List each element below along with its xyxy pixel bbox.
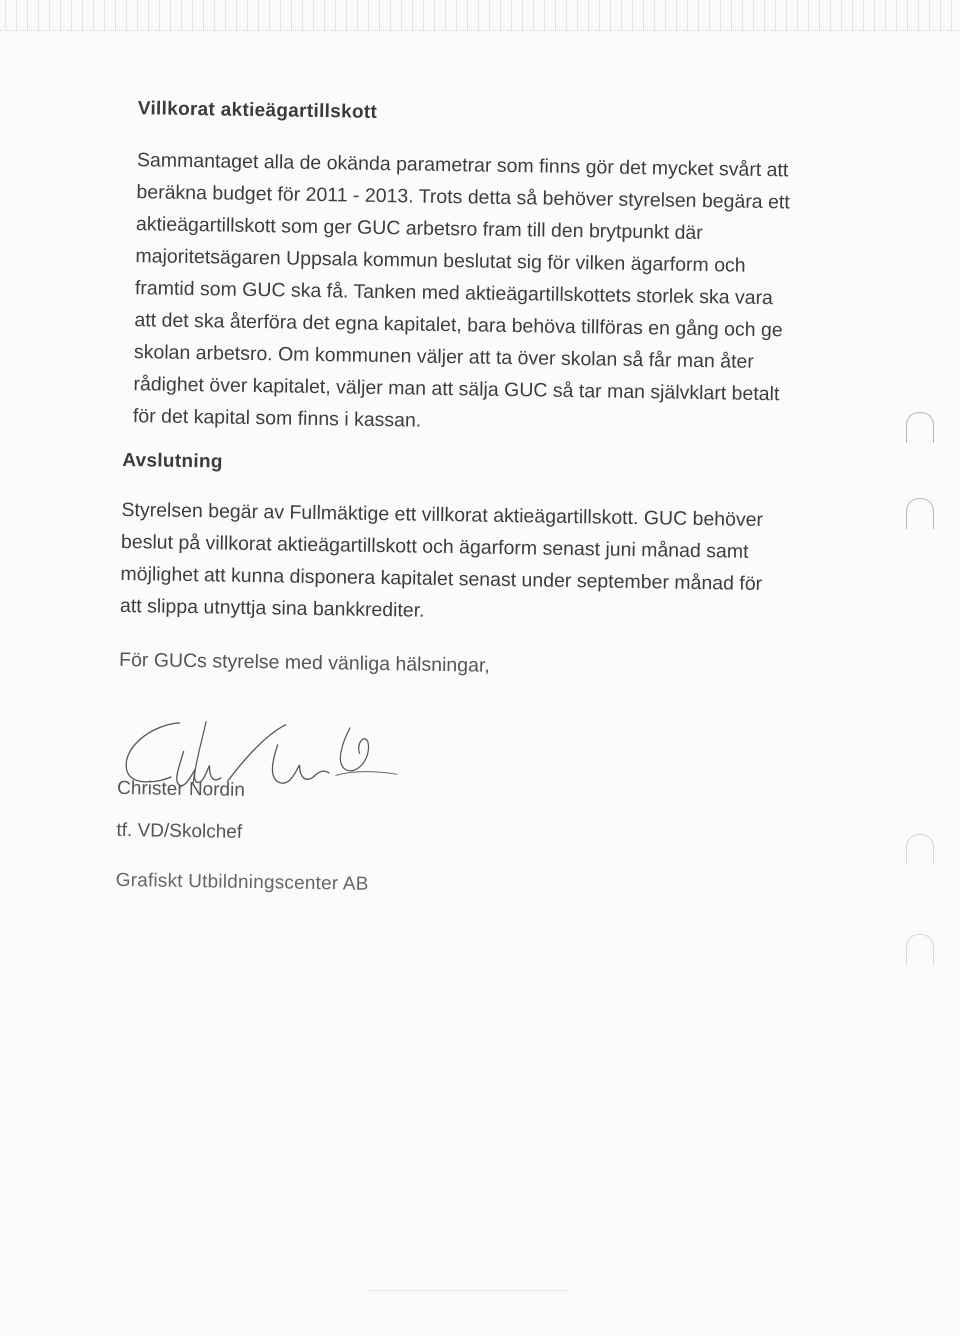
closing-greeting: För GUCs styrelse med vänliga hälsningar, xyxy=(118,648,490,677)
punch-hole-mark xyxy=(906,834,934,865)
punch-hole-mark xyxy=(906,934,934,965)
punch-hole-mark xyxy=(906,412,934,443)
scan-artifact-top xyxy=(0,0,960,31)
section-heading-conditional-contribution: Villkorat aktieägartillskott xyxy=(137,98,378,123)
section-heading-conclusion: Avslutning xyxy=(122,449,223,473)
letter-body xyxy=(115,96,807,903)
scan-artifact-bottom xyxy=(370,1290,570,1321)
paragraph-request: Styrelsen begär av Fullmäktige ett villkorat aktieägartillskott. GUC behöver beslut på villkorat aktieägartillskott och ägarform senast juni månad samt möjlighet att kunna disponera kapitalet senast under september månad för att slippa utnyttja sina bankkrediter. xyxy=(119,498,764,622)
company-name: Grafiskt Utbildningscenter AB xyxy=(115,869,369,895)
signature-block xyxy=(117,716,798,827)
signer-title: tf. VD/Skolchef xyxy=(116,819,243,843)
signer-name: Christer Nordin xyxy=(116,777,246,801)
punch-hole-mark xyxy=(906,498,934,529)
paragraph-budget: Sammantaget alla de okända parametrar som finns gör det mycket svårt att beräkna budget för 2011 - 2013. Trots detta så behöver styrelsen begära ett aktieägartillskott som ger GUC arbetsro fram till den brytpunkt där majoritetsägaren Uppsala kommun beslutat sig för vilken ägarform och framtid som GUC ska få. Tanken med aktieägartillskottets storlek ska vara att det ska återföra det egna kapitalet, bara behöva tillföras en gång och ge skolan arbetsro. Om kommunen väljer att ta över skolan så får man åter rådighet över kapitalet, väljer man att sälja GUC så tar man självklart betalt för det kapital som finns i kassan. xyxy=(132,149,790,432)
